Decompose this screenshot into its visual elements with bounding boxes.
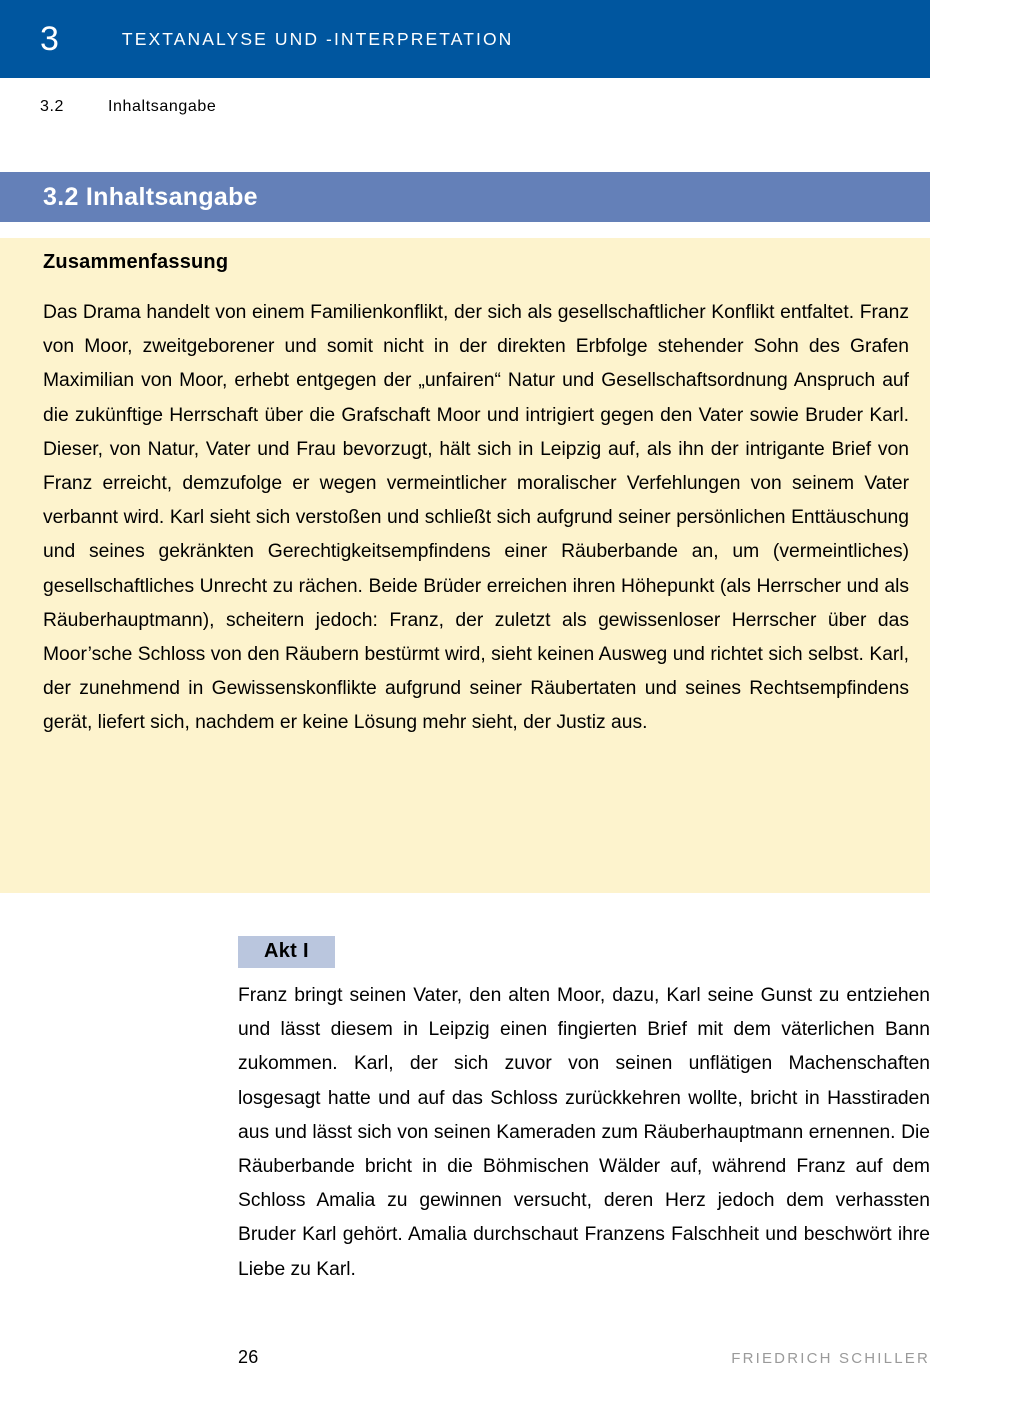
act-badge: Akt I bbox=[238, 936, 335, 968]
page-number: 26 bbox=[238, 1347, 259, 1367]
summary-heading: Zusammenfassung bbox=[43, 251, 229, 273]
act-paragraph: Franz bringt seinen Vater, den alten Moor, dazu, Karl seine Gunst zu entziehen und lässt diesem in Leipzig einen fingierten Brief mit dem väterlichen Bann zukommen. Karl, der sich zuvor von seinen unflätigen Machenschaften losgesagt hatte und auf das Schloss zurückkehren wollte, bricht in Hasstiraden aus und lässt sich von seinen Kameraden zum Räuberhauptmann ernennen. Die Räuberbande bricht in die Böhmischen Wälder auf, während Franz auf dem Schloss Amalia zu gewinnen versucht, deren Herz jedoch dem verhassten Bruder Karl gehört. Amalia durchschaut Franzens Falschheit und beschwört ihre Liebe zu Karl. bbox=[238, 985, 930, 1280]
running-head-label: Inhaltsangabe bbox=[108, 98, 217, 115]
summary-box bbox=[0, 238, 930, 893]
chapter-number: 3 bbox=[40, 20, 59, 58]
section-heading-bar bbox=[0, 172, 930, 222]
running-head-number: 3.2 bbox=[40, 98, 65, 115]
section-heading-text: 3.2 Inhaltsangabe bbox=[43, 182, 258, 211]
page-footer bbox=[238, 1347, 930, 1368]
chapter-title: TEXTANALYSE UND -INTERPRETATION bbox=[121, 28, 514, 49]
summary-paragraph: Das Drama handelt von einem Familienkonflikt, der sich als gesellschaftlicher Konflikt entfaltet. Franz von Moor, zweitgeborener und somit nicht in der direkten Erbfolge stehender Sohn des Grafen Maximilian von Moor, erhebt entgegen der „unfairen“ Natur und Gesellschaftsordnung Anspruch auf die zukünftige Herrschaft über die Grafschaft Moor und intrigiert gegen den Vater sowie Bruder Karl. Dieser, von Natur, Vater und Frau bevorzugt, hält sich in Leipzig auf, als ihn der intrigante Brief von Franz erreicht, demzufolge er wegen vermeintlicher moralischer Verfehlungen von seinem Vater verbannt wird. Karl sieht sich verstoßen und schließt sich aufgrund seiner persönlichen Enttäuschung und seines gekränkten Gerechtigkeitsempfindens einer Räuberbande an, um (vermeintliches) gesellschaftliches Unrecht zu rächen. Beide Brüder erreichen ihren Höhepunkt (als Herrscher und als Räuberhauptmann), scheitern jedoch: Franz, der zuletzt als gewissenloser Herrscher über das Moor’sche Schloss von den Räubern bestürmt wird, sieht keinen Ausweg und richtet sich selbst. Karl, der zunehmend in Gewissenskonflikte aufgrund seiner Räubertaten und seines Rechtsempfindens gerät, liefert sich, nachdem er keine Lösung mehr sieht, der Justiz aus. bbox=[43, 302, 909, 734]
chapter-header-band bbox=[0, 0, 930, 78]
running-head bbox=[40, 98, 216, 116]
book-title: FRIEDRICH SCHILLER bbox=[731, 1350, 930, 1367]
act-block bbox=[238, 936, 930, 1287]
